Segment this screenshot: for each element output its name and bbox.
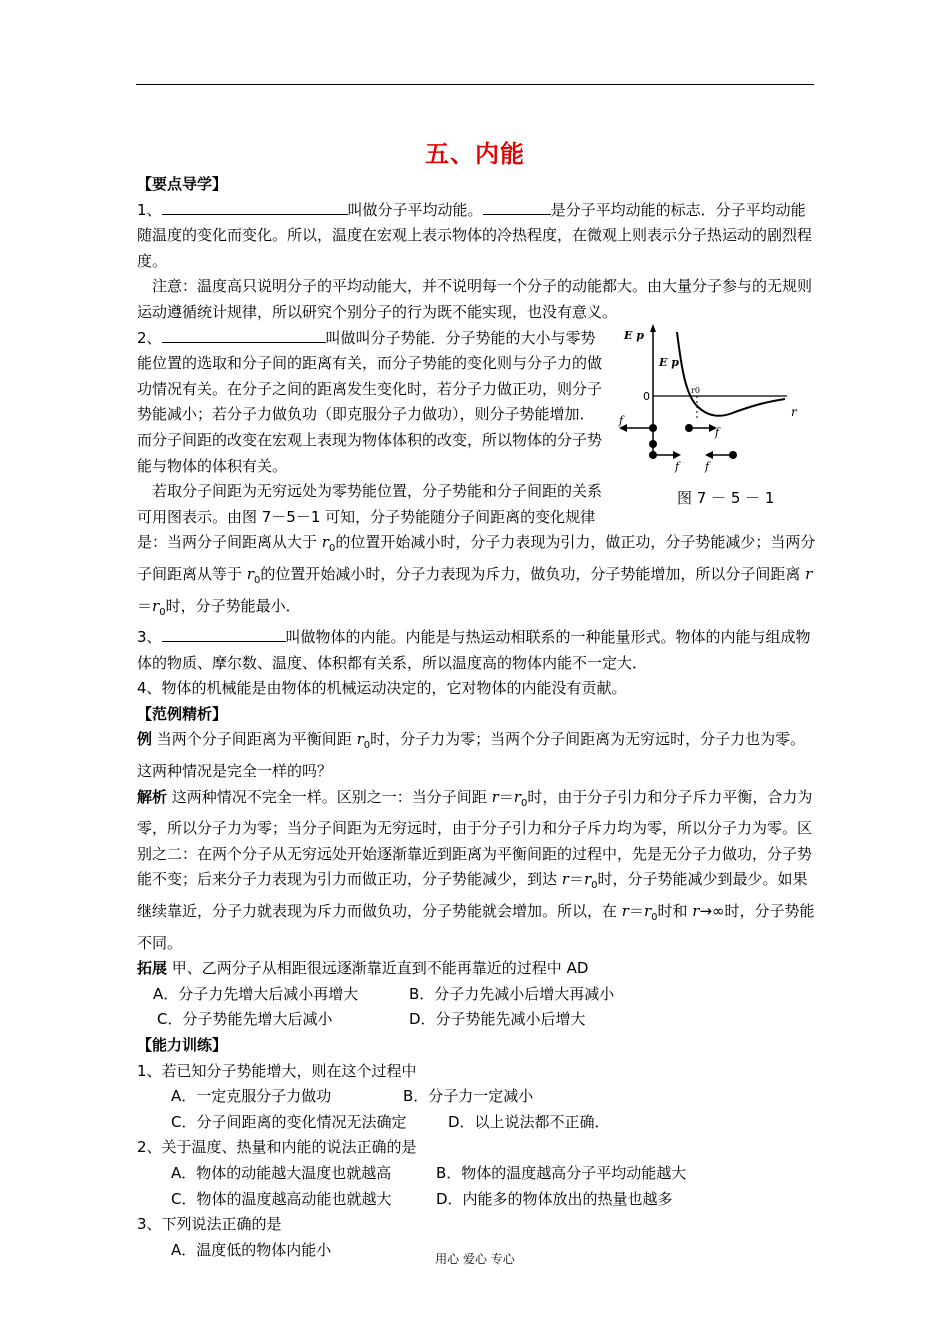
svg-text:E p: E p — [624, 328, 644, 342]
question-1: 1、若已知分子势能增大，则在这个过程中 — [137, 1061, 417, 1080]
option-row — [137, 1007, 817, 1033]
question-3: 3、下列说法正确的是 — [137, 1215, 282, 1234]
molecule-dot — [649, 424, 657, 432]
svg-text:0: 0 — [643, 389, 650, 403]
potential-curve — [677, 332, 785, 416]
option-row — [137, 1187, 817, 1213]
example-question: 例 当两个分子间距离为平衡间距 $r_0$时，分子力为零；当两个分子间距离为无穷远时，分子力也为零。这两种情况是完全一样的吗？ — [137, 730, 806, 781]
paragraph-1: 1、 叫做分子平均动能。 是分子平均动能的标志．分子平均动能随温度的变化而变化。所以，温度在宏观上表示物体的冷热程度，在微观上则表示分子热运动的剧烈程度。 — [137, 198, 817, 275]
option-row — [137, 982, 817, 1008]
figure-caption: 图 7 － 5 － 1 — [677, 488, 775, 507]
svg-text:f: f — [675, 459, 680, 473]
fill-blank[interactable] — [162, 326, 326, 343]
option-a[interactable]: A．一定克服分子力做功 — [171, 1087, 332, 1106]
question-2: 2、关于温度、热量和内能的说法正确的是 — [137, 1138, 417, 1157]
option-row — [137, 1084, 817, 1110]
option-c[interactable]: C．分子势能先增大后减小 — [157, 1010, 333, 1029]
svg-text:f: f — [715, 425, 720, 439]
section-heading-exercises: 【能力训练】 — [137, 1036, 228, 1054]
section-heading-examples: 【范例精析】 — [137, 704, 228, 723]
option-a[interactable]: A．物体的动能越大温度也就越高 — [171, 1163, 392, 1182]
option-d[interactable]: D．内能多的物体放出的热量也越多 — [436, 1189, 673, 1208]
arrow-right-icon — [673, 451, 681, 459]
paragraph-3: 3、 叫做物体的内能。内能是与热运动相联系的一种能量形式。物体的内能与组成物体的物质、摩尔数、温度、体积都有关系，所以温度高的物体内能不一定大． — [137, 625, 817, 676]
section-heading-key-points: 【要点导学】 — [137, 175, 228, 193]
analysis-paragraph: 解析 这两种情况不完全一样。区别之一：当分子间距 $r=r_0$时，由于分子引力和分子斥力平衡，合力为零，所以分子力为零；当分子间距为无穷远时，由于分子引力和分子斥力均为零，所以分子力为零。区别之二：在两个分子从无穷远处开始逐渐靠近到距离为平衡间距的过程中，先是无分子力做功，分子势能不变；后来分子力表现为引力而做正功，分子势能减少，到达 $r=r_0$时，分子势能减少到最少。如果继续靠近，分子力就表现为斥力而做负功，分子势能就会增加。所以，在 $r=r_0$时和 r→∞时，分子势能不同。 — [137, 787, 815, 952]
option-row — [137, 1161, 817, 1187]
fill-blank[interactable] — [162, 198, 348, 215]
option-b[interactable]: B．物体的温度越高分子平均动能越大 — [436, 1163, 687, 1182]
potential-energy-graph — [607, 324, 807, 494]
paragraph-2-continued: 若取分子间距为无穷远处为零势能位置，分子势能和分子间距的关系可用图表示。由图 7－5－1 可知，分子势能随分子间距离的变化规律是：当两分子间距离从大于 $r_0$的位置开始减小时，分子力表现为引力，做正功，分子势能减少；当两分子间距离从等于 $r_0$的位置开始减小时，分子力表现为斥力，做负功，分子势能增加，所以分子间距离 $r=r_0$时，分子势能最小． — [137, 482, 816, 618]
fill-blank[interactable] — [483, 198, 551, 215]
paragraph-4: 4、物体的机械能是由物体的机械运动决定的，它对物体的内能没有贡献。 — [137, 679, 627, 698]
y-axis-arrow-icon — [650, 324, 656, 332]
svg-text:r: r — [791, 404, 797, 419]
molecule-dot — [649, 440, 657, 448]
note-paragraph: 注意：温度高只说明分子的平均动能大，并不说明每一个分子的动能都大。由大量分子参与的无规则运动遵循统计规律，所以研究个别分子的行为既不能实现，也没有意义。 — [137, 277, 813, 321]
header-rule — [136, 84, 814, 85]
arrow-left-icon — [705, 451, 713, 459]
svg-text:E p: E p — [659, 355, 679, 369]
page-footer: 用心 爱心 专心 — [435, 1252, 515, 1266]
option-row — [137, 1110, 817, 1136]
paragraph-2: 2、 E p E p 0 r0 r f f f f 图 7 － 5 － 1 叫做叫分子势能．分子势能的大小与零势能位置的选取和分子间的距离有关，而分子势能的变化则与分子力的做功情况有关。在分子之间的距离发生变化时，若分子力做正功，则分子势能减小；若分子力做负功（即克服分子力做功），则分子势能增加．而分子间距的改变在宏观上表现为物体体积的改变，所以物体的分子势能与物体的体积有关。 — [137, 326, 817, 480]
molecule-dot — [649, 451, 657, 459]
extension-question: 拓展 甲、乙两分子从相距很远逐渐靠近直到不能再靠近的过程中 AD — [137, 959, 589, 978]
page-title: 五、内能 — [425, 140, 525, 168]
molecule-dot — [685, 424, 693, 432]
option-c[interactable]: C．物体的温度越高动能也就越大 — [171, 1189, 392, 1208]
option-a[interactable]: A．温度低的物体内能小 — [171, 1240, 332, 1259]
option-b[interactable]: B．分子力先减小后增大再减小 — [409, 984, 615, 1003]
option-c[interactable]: C．分子间距离的变化情况无法确定 — [171, 1112, 407, 1131]
svg-text:f: f — [619, 413, 624, 427]
option-d[interactable]: D．分子势能先减小后增大 — [409, 1010, 586, 1029]
option-b[interactable]: B．分子力一定减小 — [403, 1087, 534, 1106]
fill-blank[interactable] — [162, 625, 286, 642]
document-body — [137, 172, 817, 1263]
svg-text:f: f — [705, 459, 710, 473]
molecule-dot — [729, 451, 737, 459]
option-a[interactable]: A．分子力先增大后减小再增大 — [153, 984, 359, 1003]
figure-7-5-1 — [617, 326, 817, 516]
svg-text:r0: r0 — [691, 385, 700, 395]
option-d[interactable]: D．以上说法都不正确． — [448, 1112, 610, 1131]
